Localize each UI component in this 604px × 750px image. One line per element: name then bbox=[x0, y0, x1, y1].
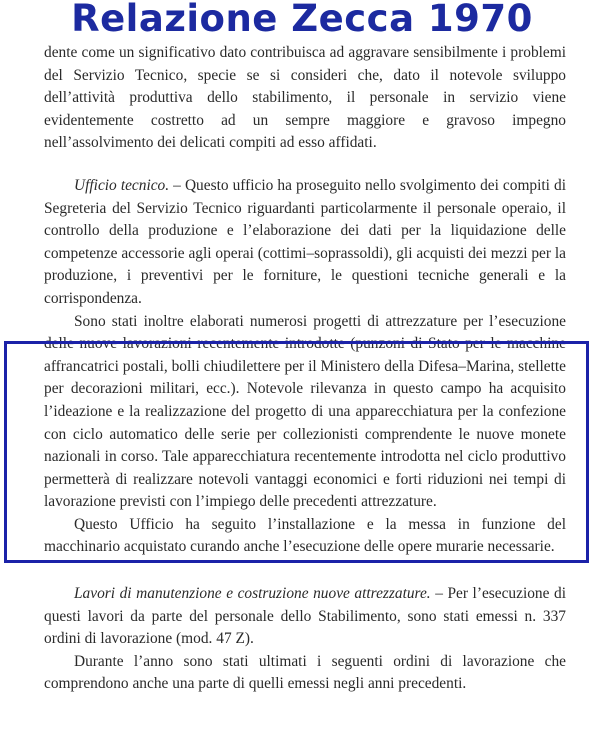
paragraph-progetti: Sono stati inoltre elaborati numerosi progetti di attrezzature per l’esecuzione delle nuove lavorazioni recentemente introdotte (punzoni di Stato per le macchine affrancatrici postali, bolli chiudilettere per il Ministero della Difesa–Marina, stellette per decorazioni militari, ecc.). Notevole rilevanza in questo campo ha acquisito l’ideazione e la realizzazione del progetto di una apparecchiatura per la confezione con ciclo automatico delle serie per collezionisti comprendente le nuove monete nazionali in corso. Tale apparecchiatura recentemente introdotta nel ciclo produttivo permetterà di realizzare notevoli vantaggi economici e forti riduzioni nei tempi di lavorazione previsti con l’impiego delle precedenti attrezzature. bbox=[44, 312, 566, 511]
paragraph-text: – Per l’esecuzione di questi lavori da parte del personale dello Stabilimento, sono stati emessi n. 337 ordini di lavorazione (mod. 47 Z). bbox=[44, 585, 566, 648]
document-title: Relazione Zecca 1970 bbox=[71, 0, 533, 40]
paragraph-continuation: dente come un significativo dato contribuisca ad aggravare sensibilmente i problemi del Servizio Tecnico, specie se si consideri che, dato il notevole sviluppo dell’attività produttiva dello stabilimento, il personale in servizio viene evidentemente costretto ad un sempre maggiore e gravoso impegno nell’assolvimento dei delicati compiti ad esso affidati. bbox=[44, 44, 566, 152]
document-page bbox=[44, 42, 566, 696]
paragraph-lavori-manutenzione bbox=[44, 583, 566, 651]
paragraph-installazione: Questo Ufficio ha seguito l’installazione e la messa in funzione del macchinario acquistato curando anche l’esecuzione delle opere murarie necessarie. bbox=[44, 515, 566, 556]
paragraph-ufficio-tecnico bbox=[44, 175, 566, 311]
section-heading-ufficio-tecnico: Ufficio tecnico. bbox=[74, 176, 170, 194]
section-heading-lavori: Lavori di manutenzione e costruzione nuove attrezzature. bbox=[74, 585, 431, 603]
paragraph-ordini-ultimati: Durante l’anno sono stati ultimati i seguenti ordini di lavorazione che comprendono anche una parte di quelli emessi negli anni precedenti. bbox=[44, 652, 566, 693]
paragraph-text: – Questo ufficio ha proseguito nello svolgimento dei compiti di Segreteria del Servizio Tecnico riguardanti particolarmente il personale operaio, il controllo della produzione e l’elaborazione dei dati per la liquidazione delle competenze accessorie agli operai (cottimi–soprassoldi), gli acquisti dei mezzi per la produzione, i preventivi per le forniture, le questioni tecniche generali e la corrispondenza. bbox=[44, 176, 566, 307]
